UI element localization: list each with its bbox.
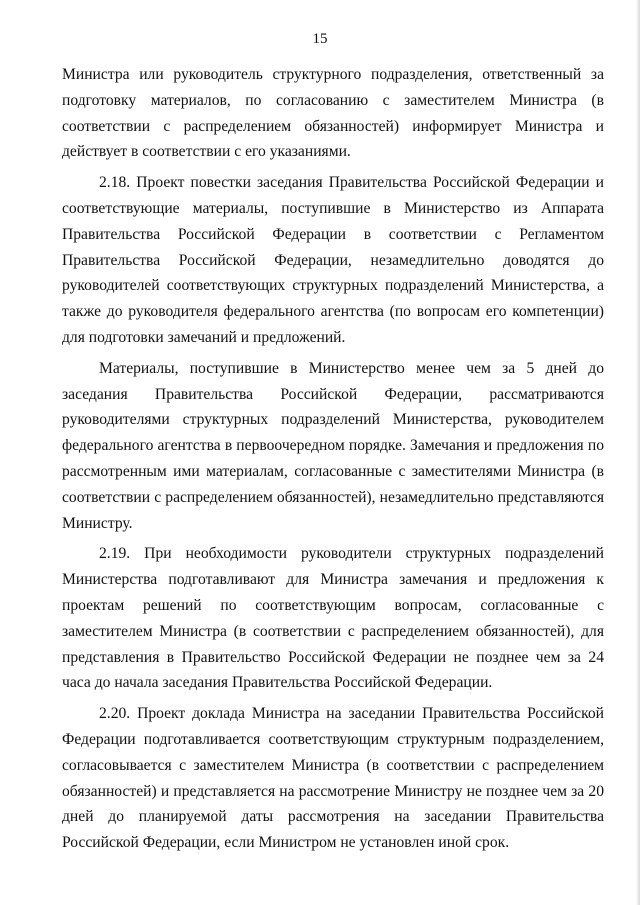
paragraph-continuation: Министра или руководитель структурного подразделения, ответственный за подготовку материалов, по согласованию с заместителем Министра (в соответствии с распределением обязанностей) информирует Министра и действует в соответствии с его указаниями. bbox=[62, 66, 604, 161]
paragraph-2-19: 2.19. При необходимости руководители структурных подразделений Министерства подготавливают для Министра замечания и предложения к проектам решений по соответствующим вопросам, согласованные с заместителем Министра (в соответствии с распределением обязанностей), для представления в Правительство Российской Федерации не позднее чем за 24 часа до начала заседания Правительства Российской Федерации. bbox=[62, 545, 604, 692]
document-body bbox=[62, 62, 604, 856]
paragraph-2-20: 2.20. Проект доклада Министра на заседании Правительства Российской Федерации подготавливается соответствующим структурным подразделением, согласовывается с заместителем Министра (в соответствии с распределением обязанностей) и представляется на рассмотрение Министру не позднее чем за 20 дней до планируемой даты рассмотрения на заседании Правительства Российской Федерации, если Министром не установлен иной срок. bbox=[62, 705, 604, 852]
page-number: 15 bbox=[312, 31, 328, 47]
paragraph-2-18: 2.18. Проект повестки заседания Правительства Российской Федерации и соответствующие материалы, поступившие в Министерство из Аппарата Правительства Российской Федерации в соответствии с Регламентом Правительства Российской Федерации, незамедлительно доводятся до руководителей соответствующих структурных подразделений Министерства, а также до руководителя федерального агентства (по вопросам его компетенции) для подготовки замечаний и предложений. bbox=[62, 174, 604, 346]
paragraph-materials: Материалы, поступившие в Министерство менее чем за 5 дней до заседания Правительства Российской Федерации, рассматриваются руководителями структурных подразделений Министерства, руководителем федерального агентства в первоочередном порядке. Замечания и предложения по рассмотренным ими материалам, согласованные с заместителями Министра (в соответствии с распределением обязанностей), незамедлительно представляются Министру. bbox=[62, 359, 604, 532]
page-edge-shadow bbox=[636, 0, 640, 905]
